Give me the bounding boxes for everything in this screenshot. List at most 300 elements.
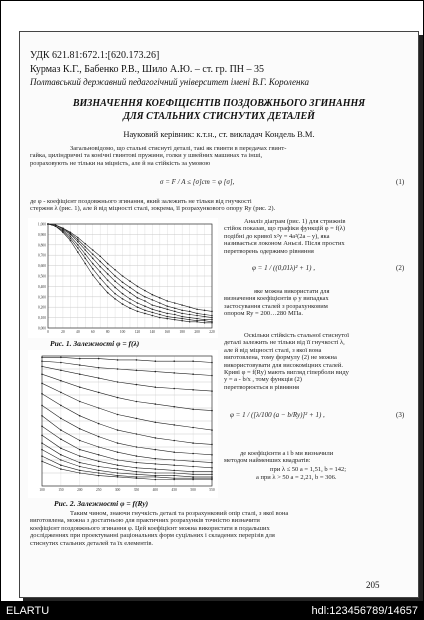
data-point xyxy=(211,471,213,473)
text-line: стійок показав, що графіки функцій φ = f(λ) xyxy=(224,225,346,233)
page-number: 205 xyxy=(366,580,380,590)
data-point xyxy=(92,263,94,265)
data-point xyxy=(98,472,100,474)
data-point xyxy=(144,305,146,307)
affiliation-line: Полтавський державний педагогічний університет імені В.Г. Короленка xyxy=(30,77,309,87)
text-line: Оскільки стійкість стальної стиснутої xyxy=(244,332,350,339)
data-point xyxy=(173,464,175,466)
data-point xyxy=(41,449,43,451)
data-point xyxy=(173,360,175,362)
data-point xyxy=(60,392,62,394)
x-tick-label: 100 xyxy=(119,330,126,334)
y-tick-label: 0,400 xyxy=(37,284,46,289)
data-point xyxy=(173,472,175,474)
data-point xyxy=(211,390,213,392)
data-point xyxy=(60,438,62,440)
formula-3-number: (3) xyxy=(396,411,405,419)
data-point xyxy=(211,319,213,321)
after-formula-1 xyxy=(30,198,410,213)
data-point xyxy=(98,358,100,360)
data-point xyxy=(117,472,119,474)
x-tick-label: 120 xyxy=(134,330,141,334)
data-point xyxy=(144,290,146,292)
data-point xyxy=(79,358,81,360)
data-point xyxy=(79,373,81,375)
data-point xyxy=(92,249,94,251)
data-point xyxy=(84,258,86,260)
data-point xyxy=(155,472,157,474)
data-point xyxy=(77,239,79,241)
data-point xyxy=(189,306,191,308)
data-point xyxy=(98,423,100,425)
data-point xyxy=(60,459,62,461)
text-line: стержня λ (рис. 1), але й від міцності сталі, зокрема, її розрахункового опору Ry (рис. 2). xyxy=(30,205,276,213)
data-point xyxy=(99,284,101,286)
data-point xyxy=(173,406,175,408)
data-point xyxy=(70,236,72,238)
data-point xyxy=(211,315,213,317)
data-point xyxy=(92,253,94,255)
data-point xyxy=(211,444,213,446)
data-point xyxy=(174,314,176,316)
data-point xyxy=(99,255,101,257)
x-tick-label: 350 xyxy=(133,488,140,492)
data-point xyxy=(70,240,72,242)
data-point xyxy=(79,440,81,442)
x-tick-label: 150 xyxy=(58,488,64,492)
data-point xyxy=(192,471,194,473)
text-line: Криві φ = f(Ry) мають вигляд гіперболи виду xyxy=(224,369,349,377)
data-point xyxy=(155,449,157,451)
formula-1-number: (1) xyxy=(396,178,405,186)
text-line: Аналіз діаграм (рис. 1) для стрижнів xyxy=(244,218,346,225)
x-tick-label: 200 xyxy=(77,488,83,492)
x-tick-label: 40 xyxy=(76,330,80,334)
data-point xyxy=(192,453,194,455)
x-tick-label: 160 xyxy=(164,330,170,334)
formula-1: σ = F / A ≤ [σ]ст = φ [σ], xyxy=(160,178,235,186)
data-point xyxy=(122,281,124,283)
data-point xyxy=(129,302,131,304)
coefficient-line-1: при λ ≤ 50 a = 1,51, b = 142; xyxy=(270,466,347,473)
data-point xyxy=(181,310,183,312)
data-point xyxy=(92,258,94,260)
data-point xyxy=(196,315,198,317)
data-point xyxy=(117,459,119,461)
data-point xyxy=(107,292,109,294)
data-point xyxy=(114,269,116,271)
x-tick-label: 450 xyxy=(171,488,177,492)
data-point xyxy=(159,306,161,308)
data-point xyxy=(211,479,213,481)
text-line: виготовлена, можна з достатньою для практичних розрахунків точністю визначити xyxy=(30,517,260,525)
data-point xyxy=(211,474,213,476)
x-tick-label: 500 xyxy=(190,488,196,492)
data-point xyxy=(84,263,86,265)
data-point xyxy=(99,271,101,273)
data-point xyxy=(173,440,175,442)
data-point xyxy=(117,442,119,444)
paper-page xyxy=(19,31,419,598)
x-tick-label: 300 xyxy=(114,488,121,492)
data-point xyxy=(174,307,176,309)
data-point xyxy=(192,427,194,429)
data-point xyxy=(136,433,138,435)
data-point xyxy=(136,474,138,476)
data-point xyxy=(155,463,157,465)
data-point xyxy=(159,302,161,304)
intro-paragraph xyxy=(30,145,410,167)
text-line: дослідженнях при проектуванні раціональних форм суцільних і складених перерізів для xyxy=(30,532,275,540)
data-point xyxy=(196,321,198,323)
data-point xyxy=(136,418,138,420)
data-point xyxy=(41,383,43,385)
right-column-text-4 xyxy=(224,450,410,465)
data-point xyxy=(159,314,161,316)
data-point xyxy=(136,446,138,448)
data-point xyxy=(155,479,157,481)
data-point xyxy=(79,462,81,464)
data-point xyxy=(117,476,119,478)
data-point xyxy=(60,448,62,450)
data-point xyxy=(144,296,146,298)
data-point xyxy=(84,249,86,251)
data-point xyxy=(92,274,94,276)
intro-line: Загальновідомо, що стальні стиснуті деталі, такі як гвинти в передачах гвинт- xyxy=(70,145,287,152)
data-point xyxy=(196,308,198,310)
x-tick-label: 250 xyxy=(95,488,102,492)
data-point xyxy=(117,359,119,361)
data-point xyxy=(155,386,157,388)
data-point xyxy=(122,293,124,295)
data-point xyxy=(77,244,79,246)
text-line: Таким чином, знаючи гнучкість деталі та розрахунковий опір сталі, з якої вона xyxy=(70,510,289,517)
data-point xyxy=(137,292,139,294)
data-point xyxy=(181,318,183,320)
data-point xyxy=(117,429,119,431)
text-line: називається локоном Аньєзі. Після простих xyxy=(224,240,345,248)
data-point xyxy=(192,373,194,375)
data-point xyxy=(129,307,131,309)
data-point xyxy=(152,294,154,296)
text-line: стиснутих стальних деталей та їх елементів. xyxy=(30,539,154,547)
text-line: подібні до кривої x²y = 4a²(2a – y), яка xyxy=(224,232,330,240)
data-point xyxy=(173,479,175,481)
data-point xyxy=(155,468,157,470)
formula-2-number: (2) xyxy=(396,264,405,272)
data-point xyxy=(166,313,168,315)
y-tick-label: 0,700 xyxy=(37,253,46,258)
right-column-text-2 xyxy=(224,288,410,318)
data-point xyxy=(84,243,86,245)
data-point xyxy=(166,318,168,320)
text-line: y = a - b/x , тому функція (2) xyxy=(224,376,302,384)
data-point xyxy=(129,280,131,282)
data-point xyxy=(173,475,175,477)
data-point xyxy=(211,462,213,464)
data-point xyxy=(189,319,191,321)
data-point xyxy=(173,470,175,472)
data-point xyxy=(137,306,139,308)
data-point xyxy=(98,436,100,438)
data-point xyxy=(166,305,168,307)
data-point xyxy=(117,397,119,399)
data-point xyxy=(211,375,213,377)
data-point xyxy=(192,389,194,391)
data-point xyxy=(114,293,116,295)
data-point xyxy=(159,311,161,313)
data-point xyxy=(41,455,43,457)
data-point xyxy=(155,437,157,439)
data-point xyxy=(41,425,43,427)
data-point xyxy=(79,449,81,451)
data-point xyxy=(41,442,43,444)
text-line: застосування сталей з розрахунковим xyxy=(224,302,328,310)
data-point xyxy=(107,279,109,281)
data-point xyxy=(114,280,116,282)
data-point xyxy=(152,299,154,301)
data-point xyxy=(204,316,206,318)
data-point xyxy=(136,370,138,372)
data-point xyxy=(122,275,124,277)
data-point xyxy=(41,405,43,407)
data-point xyxy=(47,223,49,225)
y-tick-label: 0,200 xyxy=(37,305,46,310)
figure-2-chart xyxy=(28,350,218,498)
conclusion-paragraph xyxy=(30,510,410,547)
data-point xyxy=(174,302,176,304)
data-point xyxy=(114,298,116,300)
data-point xyxy=(129,287,131,289)
data-point xyxy=(173,459,175,461)
data-point xyxy=(211,429,213,431)
data-point xyxy=(211,454,213,456)
data-point xyxy=(60,370,62,372)
data-point xyxy=(99,266,101,268)
data-point xyxy=(155,476,157,478)
text-line: де φ - коефіцієнт поздовжнього згинання, який залежить не тільки від гнучкості xyxy=(30,198,252,205)
data-point xyxy=(114,275,116,277)
data-point xyxy=(77,241,79,243)
data-point xyxy=(79,472,81,474)
data-point xyxy=(173,424,175,426)
data-point xyxy=(152,304,154,306)
data-point xyxy=(211,410,213,412)
data-point xyxy=(155,458,157,460)
data-point xyxy=(136,401,138,403)
data-point xyxy=(98,466,100,468)
data-point xyxy=(107,268,109,270)
data-point xyxy=(60,454,62,456)
data-point xyxy=(136,467,138,469)
data-point xyxy=(98,392,100,394)
data-point xyxy=(136,384,138,386)
data-point xyxy=(159,317,161,319)
data-point xyxy=(204,320,206,322)
data-point xyxy=(55,225,57,227)
data-point xyxy=(181,320,183,322)
data-point xyxy=(79,455,81,457)
text-line: коефіцієнт поздовжнього згинання φ. Цей коефіцієнт можна використати в подальших xyxy=(30,524,270,532)
data-point xyxy=(137,297,139,299)
data-point xyxy=(92,268,94,270)
data-point xyxy=(41,373,43,375)
data-point xyxy=(166,316,168,318)
text-line: де коефіцієнти a і b ми визначили xyxy=(240,450,334,457)
data-point xyxy=(98,461,100,463)
data-point xyxy=(41,360,43,362)
text-line: перетворюється в рівняння xyxy=(224,383,300,391)
data-point xyxy=(84,246,86,248)
data-point xyxy=(117,368,119,370)
data-point xyxy=(136,462,138,464)
data-point xyxy=(117,451,119,453)
data-point xyxy=(174,319,176,321)
data-point xyxy=(60,405,62,407)
x-tick-label: 220 xyxy=(209,330,215,334)
scanned-sheet xyxy=(1,1,423,601)
data-point xyxy=(159,297,161,299)
data-point xyxy=(107,273,109,275)
data-point xyxy=(192,474,194,476)
text-line: опором Ry = 200…280 МПа. xyxy=(224,310,303,318)
data-point xyxy=(173,388,175,390)
y-tick-label: 0,600 xyxy=(37,264,46,269)
data-point xyxy=(70,238,72,240)
data-point xyxy=(62,232,64,234)
data-point xyxy=(166,300,168,302)
data-point xyxy=(174,311,176,313)
authors-line: Курмаз К.Г., Бабенко Р.В., Шило А.Ю. – ст. гр. ПН – 35 xyxy=(30,64,265,75)
data-point xyxy=(98,454,100,456)
data-point xyxy=(192,461,194,463)
y-tick-label: 0,900 xyxy=(37,232,46,237)
formula-2: φ = 1 / ((0,01λ)² + 1) , xyxy=(252,264,315,272)
x-tick-label: 80 xyxy=(105,330,110,334)
y-tick-label: 0,000 xyxy=(37,326,46,331)
data-point xyxy=(192,442,194,444)
data-point xyxy=(117,464,119,466)
data-point xyxy=(60,362,62,364)
data-point xyxy=(189,311,191,313)
data-point xyxy=(181,313,183,315)
data-point xyxy=(155,422,157,424)
repository-footer xyxy=(0,601,424,620)
data-point xyxy=(144,300,146,302)
data-point xyxy=(211,362,213,364)
x-tick-label: 0 xyxy=(47,330,49,334)
data-point xyxy=(41,366,43,368)
data-point xyxy=(137,311,139,313)
text-line: але й від міцності сталі, з якої вона xyxy=(224,346,322,354)
data-point xyxy=(129,292,131,294)
data-point xyxy=(136,455,138,457)
data-point xyxy=(122,298,124,300)
text-line: перетворень одержимо рівняння xyxy=(224,247,314,255)
paper-title-line-1: ВИЗНАЧЕННЯ КОЕФІЦІЄНТІВ ПОЗДОВЖНЬОГО ЗГИНАННЯ xyxy=(72,98,366,109)
data-point xyxy=(192,466,194,468)
data-point xyxy=(98,470,100,472)
data-point xyxy=(98,377,100,379)
y-tick-label: 0,500 xyxy=(37,274,46,279)
data-point xyxy=(98,475,100,477)
figure-2-caption: Рис. 2. Залежності φ = f(Ry) xyxy=(54,499,149,508)
data-point xyxy=(79,401,81,403)
data-point xyxy=(79,364,81,366)
data-point xyxy=(77,251,79,253)
data-point xyxy=(41,435,43,437)
data-point xyxy=(107,286,109,288)
data-point xyxy=(196,318,198,320)
x-tick-label: 400 xyxy=(152,488,159,492)
y-tick-label: 0,800 xyxy=(37,243,46,248)
text-line: методом найменших квадратів: xyxy=(224,457,311,465)
formula-3: φ = 1 / ([λ/100 (a − b/Ry)]² + 1) , xyxy=(230,411,325,419)
data-point xyxy=(144,313,146,315)
data-point xyxy=(211,467,213,469)
data-point xyxy=(155,360,157,362)
data-point xyxy=(60,464,62,466)
data-point xyxy=(41,415,43,417)
data-point xyxy=(204,310,206,312)
data-point xyxy=(117,381,119,383)
data-point xyxy=(189,321,191,323)
data-point xyxy=(60,357,62,359)
x-tick-label: 550 xyxy=(209,488,215,492)
data-point xyxy=(192,409,194,411)
data-point xyxy=(41,357,43,359)
data-point xyxy=(79,470,81,472)
data-point xyxy=(129,298,131,300)
data-point xyxy=(41,393,43,395)
right-column-text-3 xyxy=(224,332,410,391)
data-point xyxy=(137,286,139,288)
data-point xyxy=(136,477,138,479)
paper-title-line-2: ДЛЯ СТАЛЬНИХ СТИСНУТИХ ДЕТАЛЕЙ xyxy=(123,111,315,122)
data-point xyxy=(60,468,62,470)
data-point xyxy=(192,479,194,481)
data-point xyxy=(173,372,175,374)
handle-id: hdl:123456789/14657 xyxy=(311,605,418,617)
data-point xyxy=(99,261,101,263)
data-point xyxy=(60,429,62,431)
data-point xyxy=(189,314,191,316)
x-tick-label: 20 xyxy=(61,330,65,334)
data-point xyxy=(152,315,154,317)
data-point xyxy=(136,471,138,473)
data-point xyxy=(204,314,206,316)
data-point xyxy=(136,359,138,361)
text-line: виготовлена, тому формулу (2) не можна xyxy=(224,354,337,362)
data-point xyxy=(79,428,81,430)
data-point xyxy=(122,287,124,289)
data-point xyxy=(192,360,194,362)
x-tick-label: 100 xyxy=(39,488,45,492)
data-point xyxy=(98,446,100,448)
coefficient-line-2: а при λ > 50 a = 2,21, b = 306. xyxy=(256,474,337,481)
udc-code: УДК 621.81:672.1:[620.173.26] xyxy=(30,50,160,61)
y-tick-label: 0,300 xyxy=(37,295,46,300)
data-point xyxy=(144,310,146,312)
supervisor-line: Науковий керівник: к.т.н., ст. викладач Кондель В.М. xyxy=(123,129,315,139)
data-point xyxy=(173,451,175,453)
data-point xyxy=(196,313,198,315)
data-point xyxy=(99,277,101,279)
data-point xyxy=(70,234,72,236)
data-point xyxy=(98,367,100,369)
data-point xyxy=(137,302,139,304)
data-point xyxy=(211,317,213,319)
